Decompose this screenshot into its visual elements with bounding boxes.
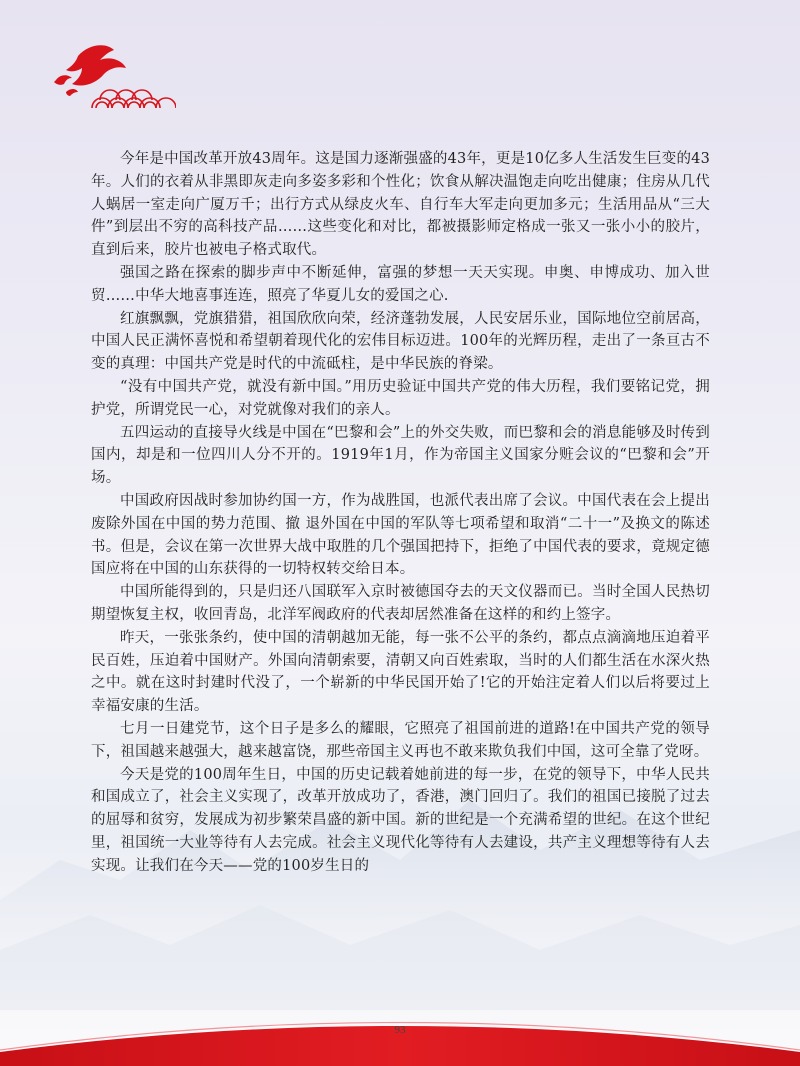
paragraph: 强国之路在探索的脚步声中不断延伸，富强的梦想一天天实现。申奥、申博成功、加入世贸……中华大地喜事连连，照亮了华夏儿女的爱国之心. xyxy=(91,264,710,304)
page-number: 93 xyxy=(394,1024,406,1036)
red-dove-logo-icon xyxy=(48,38,176,110)
paragraph: “没有中国共产党，就没有新中国。”用历史验证中国共产党的伟大历程，我们要铭记党，拥护党，所谓党民一心，对党就像对我们的亲人。 xyxy=(91,378,710,418)
paragraph: 红旗飘飘，党旗猎猎，祖国欣欣向荣，经济蓬勃发展，人民安居乐业，国际地位空前居高，中国人民正满怀喜悦和希望朝着现代化的宏伟目标迈进。100年的光辉历程，走出了一条亘古不变的真理：中国共产党是时代的中流砥柱，是中华民族的脊梁。 xyxy=(91,310,710,373)
paragraph: 今天是党的100周年生日，中国的历史记载着她前进的每一步，在党的领导下，中华人民共和国成立了，社会主义实现了，改革开放成功了，香港，澳门回归了。我们的祖国已接脱了过去的屈辱和贫穷，发展成为初步繁荣昌盛的新中国。新的世纪是一个充满希望的世纪。在这个世纪里，祖国统一大业等待有人去完成。社会主义现代化等待有人去建设，共产主义理想等待有人去实现。让我们在今天——党的100岁生日的 xyxy=(91,766,710,874)
paragraph: 七月一日建党节，这个日子是多么的耀眼，它照亮了祖国前进的道路!在中国共产党的领导下，祖国越来越强大，越来越富饶，那些帝国主义再也不敢来欺负我们中国，这可全靠了党呀。 xyxy=(91,720,710,760)
article-body xyxy=(91,148,710,878)
paragraph: 中国所能得到的，只是归还八国联军入京时被德国夺去的天文仪器而已。当时全国人民热切期望恢复主权，收回青岛，北洋军阀政府的代表却居然准备在这样的和约上签字。 xyxy=(91,584,710,623)
paragraph: 昨天，一张张条约，使中国的清朝越加无能，每一张不公平的条约，都点点滴滴地压迫着平民百姓，压迫着中国财产。外国向清朝索要，清朝又向百姓索取，当时的人们都生活在水深火热之中。就在这时封建时代没了，一个崭新的中华民国开始了!它的开始注定着人们以后将要过上幸福安康的生活。 xyxy=(91,629,710,715)
paragraph: 中国政府因战时参加协约国一方，作为战胜国，也派代表出席了会议。中国代表在会上提出废除外国在中国的势力范围、撤 退外国在中国的军队等七项希望和取消“二十一”及换文的陈述书。但是，会议在第一次世界大战中取胜的几个强国把持下，拒绝了中国代表的要求，竟规定德国应将在中国的山东获得的一切特权转交给日本。 xyxy=(91,492,710,578)
paragraph: 今年是中国改革开放43周年。这是国力逐渐强盛的43年，更是10亿多人生活发生巨变的43年。人们的衣着从非黑即灰走向多姿多彩和个性化；饮食从解决温饱走向吃出健康；住房从几代人蜗居一室走向广厦万千；出行方式从绿皮火车、自行车大军走向更加多元；生活用品从“三大件”到层出不穷的高科技产品……这些变化和对比，都被摄影师定格成一张又一张小小的胶片，直到后来，胶片也被电子格式取代。 xyxy=(91,151,710,259)
paragraph: 五四运动的直接导火线是中国在“巴黎和会”上的外交失败，而巴黎和会的消息能够及时传到国内，却是和一位四川人分不开的。1919年1月，作为帝国主义国家分赃会议的“巴黎和会”开场。 xyxy=(91,424,710,487)
